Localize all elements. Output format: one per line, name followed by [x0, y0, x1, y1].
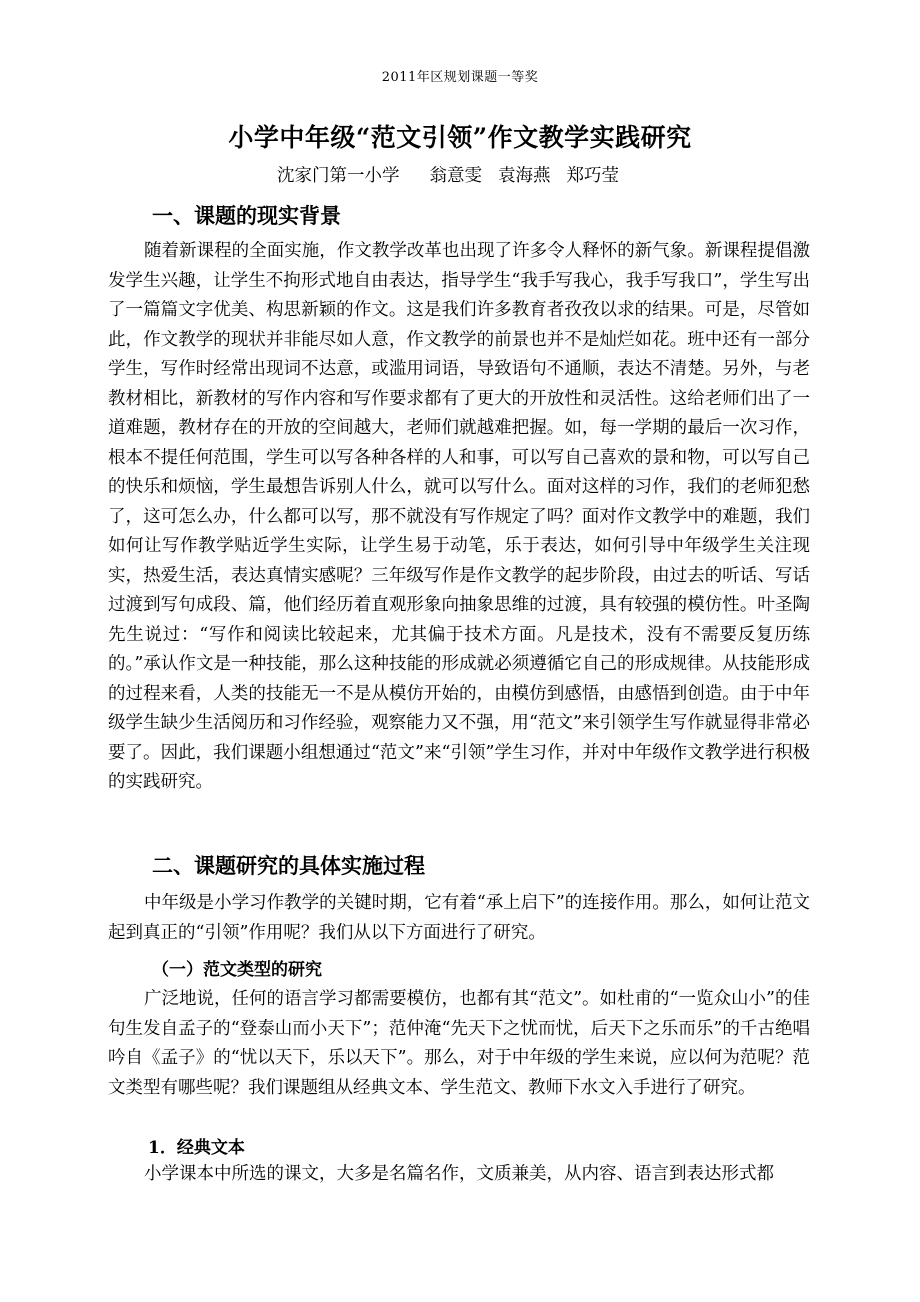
author-school: 沈家门第一小学 — [277, 166, 400, 186]
item-heading-classic-texts: 1．经典文本 — [148, 1138, 245, 1158]
header-note: 2011年区规划课题一等奖 — [381, 70, 539, 85]
subsection-heading-types: （一）范文类型的研究 — [152, 960, 322, 980]
document-title: 小学中年级“范文引领”作文教学实践研究 — [228, 123, 692, 152]
section-paragraph-background: 随着新课程的全面实施，作文教学改革也出现了许多令人释怀的新气象。新课程提倡激发学生兴趣，让学生不拘形式地自由表达，指导学生“我手写我心，我手写我口”，学生写出了一篇篇文字优美、构思新颖的作文。这是我们许多教育者孜孜以求的结果。可是，尽管如此，作文教学的现状并非能尽如人意，作文教学的前景也并不是灿烂如花。班中还有一部分学生，写作时经常出现词不达意，或滥用词语，导致语句不通顺，表达不清楚。另外，与老教材相比，新教材的写作内容和写作要求都有了更大的开放性和灵活性。这给老师们出了一道难题，教材存在的开放的空间越大，老师们就越难把握。如，每一学期的最后一次习作，根本不提任何范围，学生可以写各种各样的人和事，可以写自己喜欢的景和物，可以写自己的快乐和烦恼，学生最想告诉别人什么，就可以写什么。面对这样的习作，我们的老师犯愁了，这可怎么办，什么都可以写，那不就没有写作规定了吗？面对作文教学中的难题，我们如何让写作教学贴近学生实际，让学生易于动笔，乐于表达，如何引导中年级学生关注现实，热爱生活，表达真情实感呢？三年级写作是作文教学的起步阶段，由过去的听话、写话过渡到写句成段、篇，他们经历着直观形象向抽象思维的过渡，具有较强的模仿性。叶圣陶先生说过：“写作和阅读比较起来，尤其偏于技术方面。凡是技术，没有不需要反复历练的。”承认作文是一种技能，那么这种技能的形成就必须遵循它自己的形成规律。从技能形成的过程来看，人类的技能无一不是从模仿开始的，由模仿到感悟，由感悟到创造。由于中年级学生缺少生活阅历和习作经验，观察能力又不强，用“范文”来引领学生写作就显得非常必要了。因此，我们课题小组想通过“范文”来“引领”学生习作，并对中年级作文教学进行积极的实践研究。 — [108, 241, 810, 792]
author-line — [277, 162, 837, 187]
author-name: 翁意雯 — [429, 166, 482, 186]
section-heading-background: 一、课题的现实背景 — [152, 203, 341, 228]
subsection-paragraph-types: 广泛地说，任何的语言学习都需要模仿，也都有其“范文”。如杜甫的“一览众山小”的佳句生发自孟子的“登泰山而小天下”；范仲淹“先天下之忧而忧，后天下之乐而乐”的千古绝唱吟自《孟子》的“忧以天下，乐以天下”。那么，对于中年级的学生来说，应以何为范呢？范文类型有哪些呢？我们课题组从经典文本、学生范文、教师下水文入手进行了研究。 — [108, 989, 810, 1098]
item-paragraph-classic-texts: 小学课本中所选的课文，大多是名篇名作，文质兼美，从内容、语言到表达形式都 — [144, 1164, 774, 1184]
author-name: 郑巧莹 — [566, 166, 619, 186]
author-name: 袁海燕 — [498, 166, 551, 186]
section-heading-implementation: 二、课题研究的具体实施过程 — [152, 853, 425, 878]
section-paragraph-intro: 中年级是小学习作教学的关键时期，它有着“承上启下”的连接作用。那么，如何让范文起到真正的“引领”作用呢？我们从以下方面进行了研究。 — [108, 893, 810, 943]
